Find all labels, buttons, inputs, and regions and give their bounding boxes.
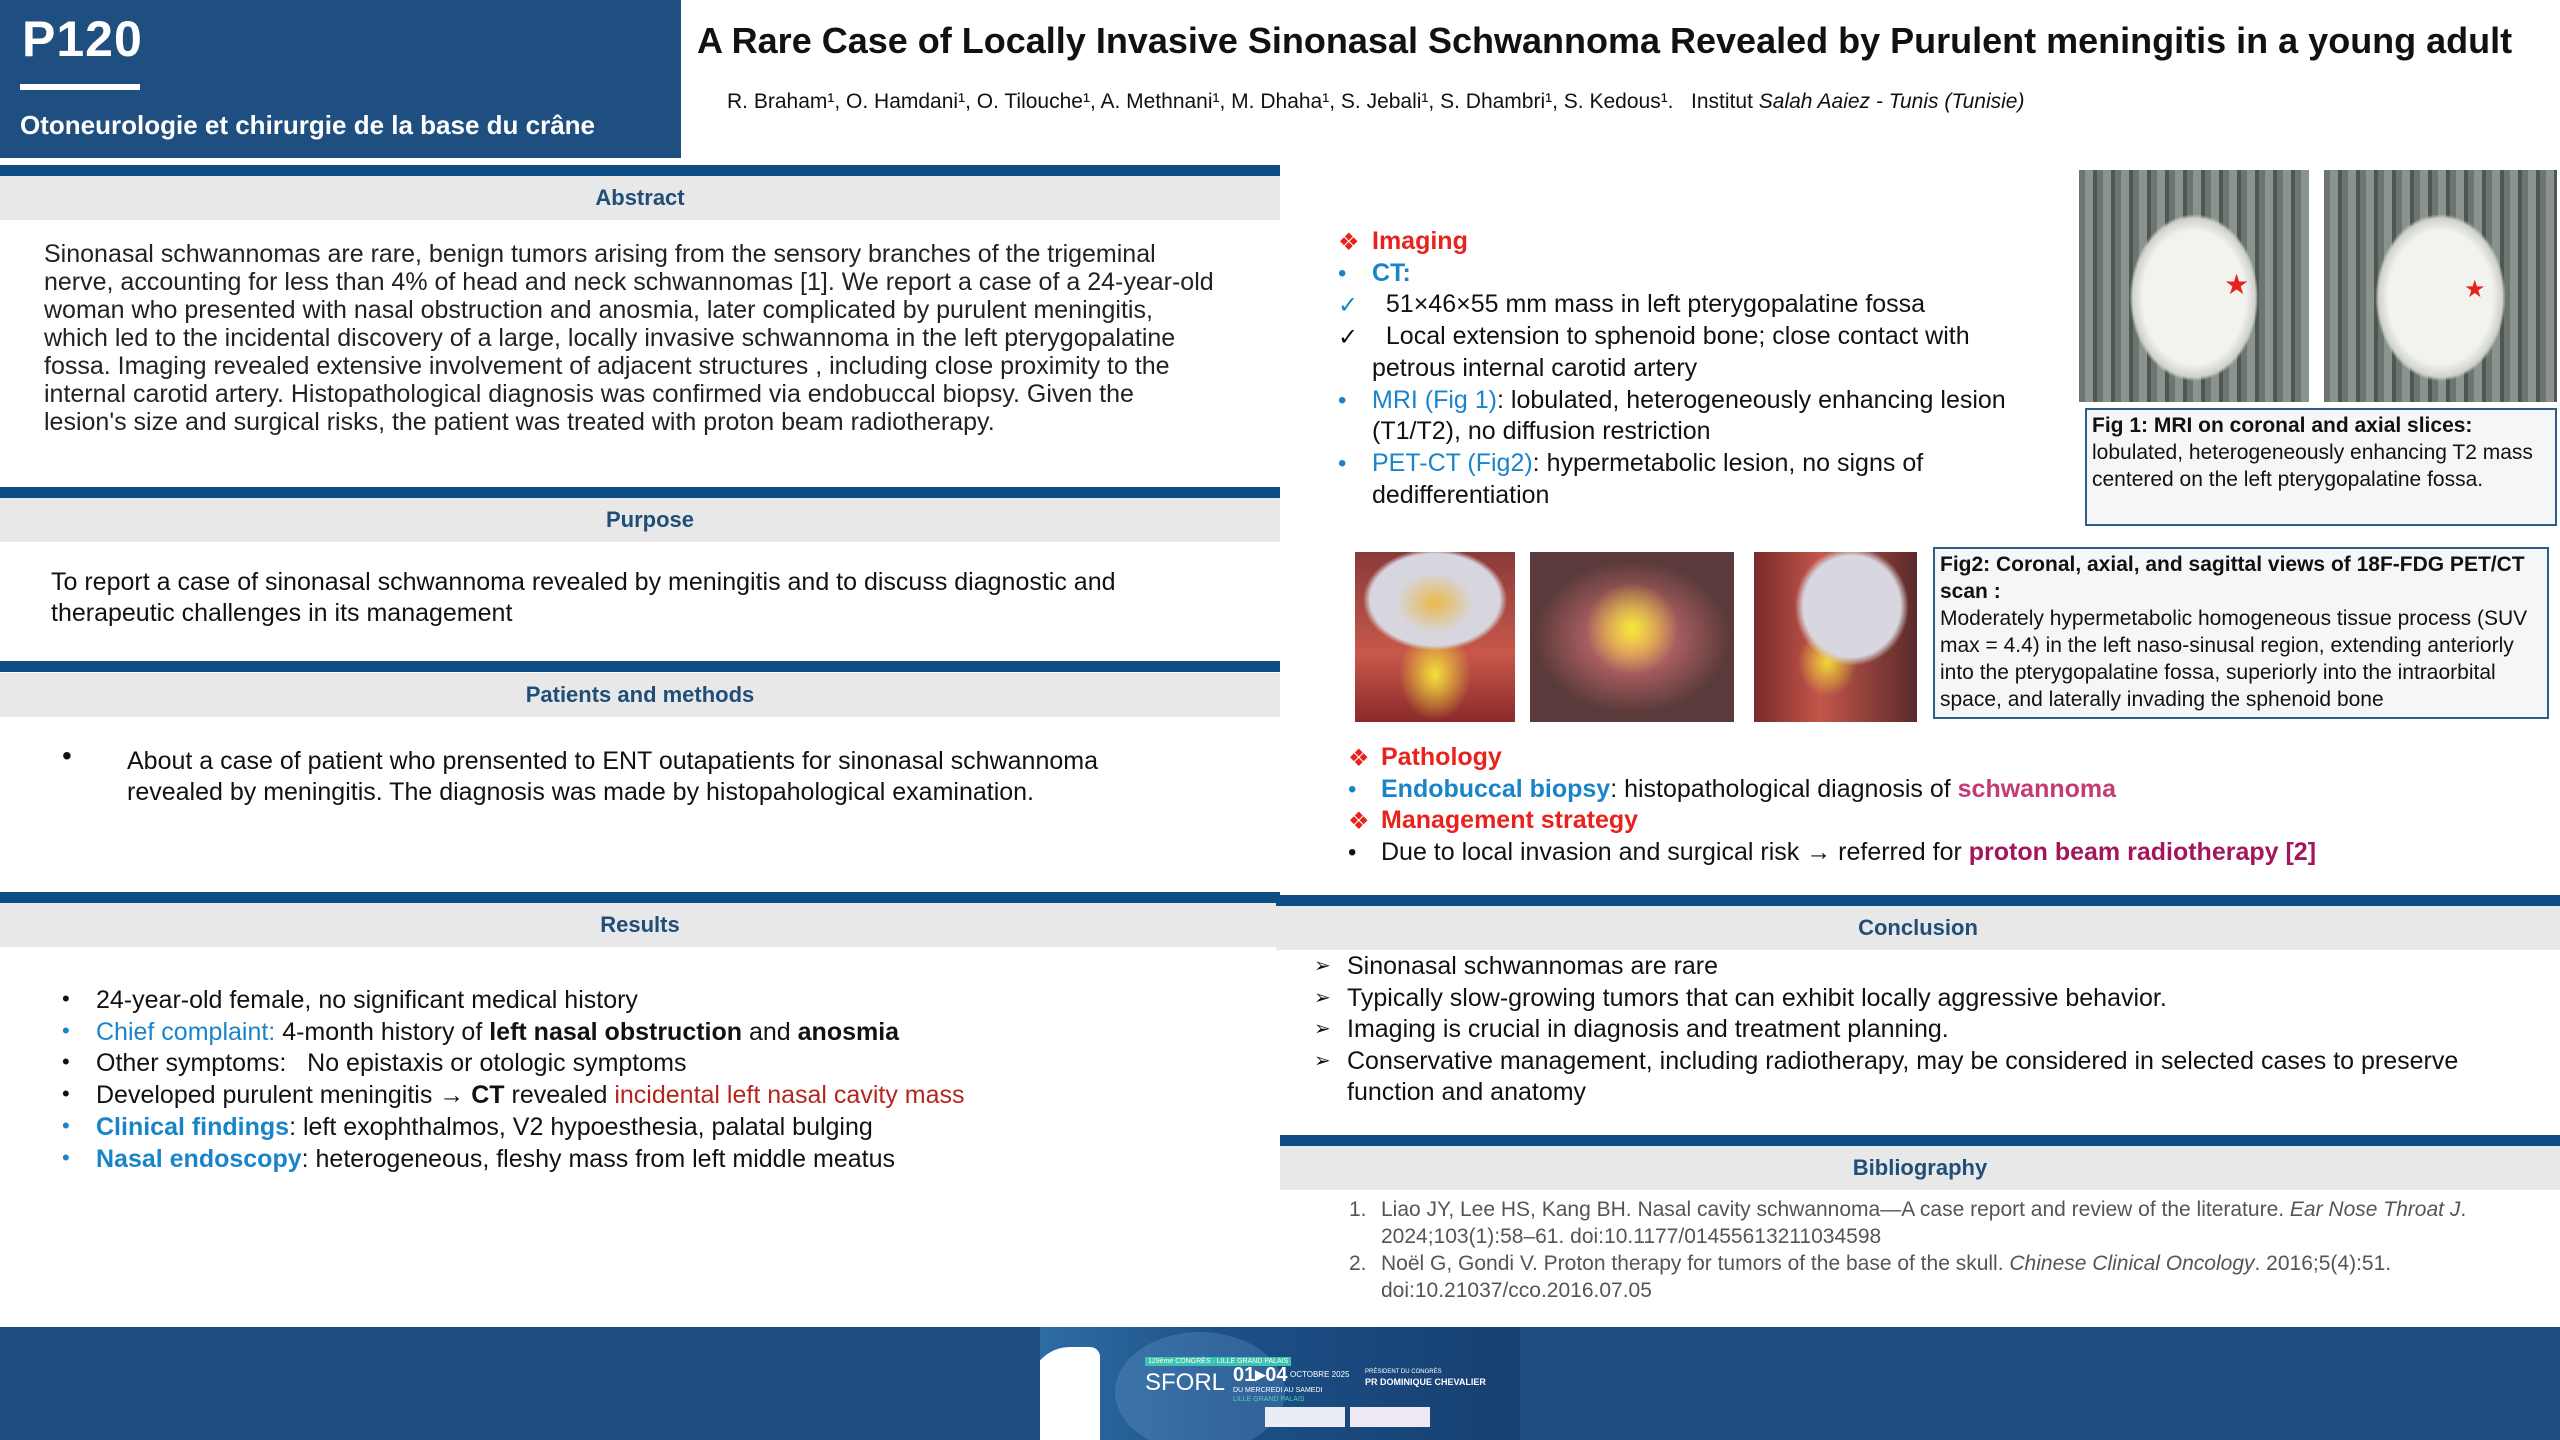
star-marker-icon: ★: [2464, 276, 2486, 303]
bullet-icon: •: [62, 1144, 70, 1170]
list-item: [1372, 480, 1549, 511]
section-bar: [0, 487, 1280, 498]
reference: [1381, 1196, 2481, 1250]
mri-coronal-image: [2079, 170, 2309, 402]
nurses-badge: [1350, 1407, 1430, 1427]
fig2-caption-title: Fig2: Coronal, axial, and sagittal views of 18F-FDG PET/CT scan :: [1940, 553, 2525, 603]
arrow-bullet-icon: ➢: [1314, 1050, 1331, 1073]
congress-tag: 129ème CONGRÈS · LILLE GRAND PALAIS: [1145, 1357, 1291, 1366]
conclusion-item: Sinonasal schwannomas are rare: [1347, 952, 1719, 980]
text-segment: PET-CT (Fig2): [1372, 448, 1533, 477]
bullet-marker-icon: ✓: [1338, 292, 1359, 320]
results-heading: Results: [0, 903, 1280, 947]
fig2-caption: [1933, 547, 2549, 719]
star-marker-icon: ★: [2224, 269, 2250, 300]
sforl-logo: SFORL: [1145, 1369, 1226, 1396]
list-item: [96, 1144, 895, 1175]
list-item: [1372, 416, 1711, 447]
section-bar: [1276, 895, 2560, 906]
poster-number: P120: [22, 11, 143, 67]
bullet-icon: •: [62, 1017, 70, 1043]
bullet-icon: •: [62, 986, 70, 1011]
divider: [20, 84, 140, 90]
methods-text: About a case of patient who prensented to ENT outapatients for sinonasal schwannoma revealed by meningitis. The diagnosis was made by histopahological examination.: [127, 747, 1098, 806]
arrow-bullet-icon: ➢: [1314, 955, 1331, 977]
purpose-text: To report a case of sinonasal schwannoma revealed by meningitis and to discuss diagnostic and therapeutic challenges in its management: [51, 568, 1116, 627]
list-item: [1372, 353, 1697, 384]
list-item: [1381, 837, 2316, 868]
list-item: [1372, 289, 1925, 320]
mri-axial-image: [2324, 170, 2557, 402]
abstract-text: Sinonasal schwannomas are rare, benign tumors arising from the sensory branches of the trigeminal nerve, accounting for less than 4% of head and neck schwannomas [1]. We report a case of a 24-year-old woman who presented with nasal obstruction and anosmia, later complicated by purulent meningitis, which led to the incidental discovery of a large, locally invasive schwannoma in the left pterygopalatine fossa. Imaging revealed extensive involvement of adjacent structures , including close proximity to the internal carotid artery. Histopathological diagnosis was confirmed via endobuccal biopsy. Given the lesion's size and surgical risks, the patient was treated with proton beam radiotherapy.: [44, 240, 1214, 436]
list-item: [96, 1112, 873, 1143]
text-segment: Management strategy: [1381, 806, 1639, 835]
fig1-caption: [2085, 408, 2557, 526]
text-segment: : histopathological diagnosis of: [1610, 774, 1958, 803]
text-segment: 4-month history of: [275, 1017, 490, 1046]
list-item: [96, 1017, 899, 1048]
list-item: [96, 985, 638, 1016]
pet-coronal-image: [1355, 552, 1515, 722]
conclusion-item: Typically slow-growing tumors that can exhibit locally aggressive behavior.: [1347, 983, 2167, 1012]
authors: [727, 90, 2024, 114]
purpose-heading: Purpose: [0, 498, 1280, 542]
text-segment: CT:: [1372, 258, 1411, 287]
fig1-caption-title: Fig 1: MRI on coronal and axial slices:: [2092, 414, 2473, 437]
congress-banner: [1040, 1327, 1520, 1440]
poster-title: A Rare Case of Locally Invasive Sinonasal Schwannoma Revealed by Purulent meningitis in a young adult: [697, 20, 2513, 61]
text-segment: 24-year-old female, no significant medical history: [96, 986, 638, 1014]
list-item: [1372, 226, 1468, 257]
list-item: [1372, 258, 1411, 289]
list-item: [1372, 448, 1923, 479]
face-silhouette-icon: [1040, 1347, 1100, 1440]
fig2-caption-text: Moderately hypermetabolic homogeneous tissue process (SUV max = 4.4) in the left naso-sinusal region, extending anteriorly into the pterygopalatine fossa, superiorly into the intraorbital space, and laterally invading the sphenoid bone: [1940, 607, 2528, 711]
president-name: PR DOMINIQUE CHEVALIER: [1365, 1377, 1486, 1387]
list-item: [1372, 385, 2006, 416]
arrow-bullet-icon: ➢: [1314, 1018, 1331, 1041]
reference-details: . 2016;5(4):51. doi:10.21037/cco.2016.07.05: [1381, 1252, 2392, 1302]
reference: [1381, 1250, 2481, 1304]
text-segment: and: [742, 1017, 798, 1046]
text-segment: Pathology: [1381, 743, 1502, 771]
text-segment: proton beam radiotherapy [2]: [1968, 838, 2317, 867]
list-item: [1381, 805, 1638, 836]
bullet-marker-icon: •: [1348, 775, 1357, 803]
congress-dates: 01▸04: [1233, 1364, 1288, 1386]
bullet-icon: •: [62, 1049, 70, 1075]
bullet-icon: •: [62, 1112, 70, 1138]
text-segment: Developed purulent meningitis →: [96, 1081, 472, 1110]
text-segment: petrous internal carotid artery: [1372, 353, 1698, 382]
reference-details: . 2024;103(1):58–61. doi:10.1177/01455613211034598: [1381, 1198, 2467, 1248]
bullet-marker-icon: •: [1348, 839, 1357, 867]
bibliography-heading: Bibliography: [1280, 1146, 2560, 1190]
text-segment: revealed: [504, 1081, 615, 1110]
text-segment: Chief complaint:: [96, 1017, 276, 1046]
institution-prefix: Institut: [1691, 90, 1753, 113]
list-item: [1381, 742, 1502, 773]
text-segment: schwannoma: [1957, 774, 2117, 803]
text-segment: left nasal obstruction: [489, 1017, 743, 1046]
pet-axial-image: [1530, 552, 1734, 722]
text-segment: 51×46×55 mm mass in left pterygopalatine fossa: [1372, 290, 1926, 319]
section-bar: [0, 661, 1280, 672]
text-segment: Imaging: [1372, 227, 1468, 255]
text-segment: anosmia: [797, 1017, 900, 1046]
text-segment: : lobulated, heterogeneously enhancing lesion: [1497, 385, 2006, 414]
bullet-marker-icon: ❖: [1348, 745, 1370, 772]
text-segment: : heterogeneous, fleshy mass from left middle meatus: [301, 1144, 895, 1173]
bullet: •: [62, 740, 72, 771]
pet-sagittal-image: [1754, 552, 1917, 722]
text-segment: : hypermetabolic lesion, no signs of: [1532, 448, 1924, 477]
conclusion-item: Imaging is crucial in diagnosis and treatment planning.: [1347, 1015, 1949, 1044]
bullet-marker-icon: •: [1338, 386, 1347, 414]
text-segment: CT: [471, 1081, 505, 1110]
bullet-marker-icon: ❖: [1348, 808, 1370, 836]
reference-number: 1.: [1349, 1198, 1367, 1221]
text-segment: Other symptoms: No epistaxis or otologic symptoms: [96, 1049, 687, 1078]
text-segment: incidental left nasal cavity mass: [614, 1081, 965, 1110]
section-bar: [1280, 1135, 2560, 1146]
president-label: PRÉSIDENT DU CONGRÈS: [1365, 1369, 1442, 1375]
list-item: [96, 1080, 965, 1111]
text-segment: (T1/T2), no diffusion restriction: [1372, 417, 1711, 446]
reference-text: Liao JY, Lee HS, Kang BH. Nasal cavity schwannoma—A case report and review of the literature.: [1381, 1198, 2290, 1221]
text-segment: MRI (Fig 1): [1372, 385, 1497, 414]
fig1-caption-text: lobulated, heterogeneously enhancing T2 mass centered on the left pterygopalatine fossa.: [2092, 441, 2533, 491]
text-segment: Nasal endoscopy: [96, 1144, 302, 1173]
text-segment: : left exophthalmos, V2 hypoesthesia, palatal bulging: [289, 1112, 873, 1141]
congress-days: DU MERCREDI AU SAMEDI: [1233, 1387, 1323, 1394]
congress-venue: LILLE GRAND PALAIS: [1233, 1396, 1305, 1403]
reference-journal: Ear Nose Throat J: [2289, 1198, 2461, 1221]
text-segment: Clinical findings: [96, 1112, 290, 1141]
reference-journal: Chinese Clinical Oncology: [2009, 1252, 2255, 1275]
bullet-marker-icon: ❖: [1338, 229, 1360, 256]
conclusion-item: Conservative management, including radiotherapy, may be considered in selected cases to preserve function and anatomy: [1347, 1047, 2459, 1107]
bullet-marker-icon: •: [1338, 449, 1347, 477]
author-list: R. Braham¹, O. Hamdani¹, O. Tilouche¹, A. Methnani¹, M. Dhaha¹, S. Jebali¹, S. Dhambri¹, S. Kedous¹.: [727, 90, 1674, 113]
bullet-marker-icon: •: [1338, 259, 1347, 287]
reference-text: Noël G, Gondi V. Proton therapy for tumors of the base of the skull.: [1381, 1252, 2010, 1275]
abstract-heading: Abstract: [0, 176, 1280, 220]
bullet-icon: •: [62, 1081, 70, 1107]
bullet-marker-icon: ✓: [1338, 324, 1359, 352]
session-label: Otoneurologie et chirurgie de la base du crâne: [20, 110, 596, 140]
section-bar: [0, 165, 1280, 176]
audition-badge: [1265, 1407, 1345, 1427]
institution: Salah Aaiez - Tunis (Tunisie): [1758, 90, 2025, 113]
list-item: [1372, 321, 1970, 352]
list-item: [1381, 774, 2116, 805]
section-bar: [0, 892, 1280, 903]
list-item: [96, 1048, 686, 1079]
text-segment: Due to local invasion and surgical risk → referred for: [1381, 838, 1969, 867]
arrow-bullet-icon: ➢: [1314, 986, 1331, 1009]
text-segment: Local extension to sphenoid bone; close contact with: [1372, 322, 1970, 351]
conclusion-heading: Conclusion: [1276, 906, 2560, 950]
text-segment: Endobuccal biopsy: [1381, 774, 1611, 803]
methods-heading: Patients and methods: [0, 673, 1280, 717]
reference-number: 2.: [1349, 1252, 1367, 1275]
congress-month: OCTOBRE 2025: [1290, 1370, 1350, 1379]
text-segment: dedifferentiation: [1372, 480, 1550, 509]
